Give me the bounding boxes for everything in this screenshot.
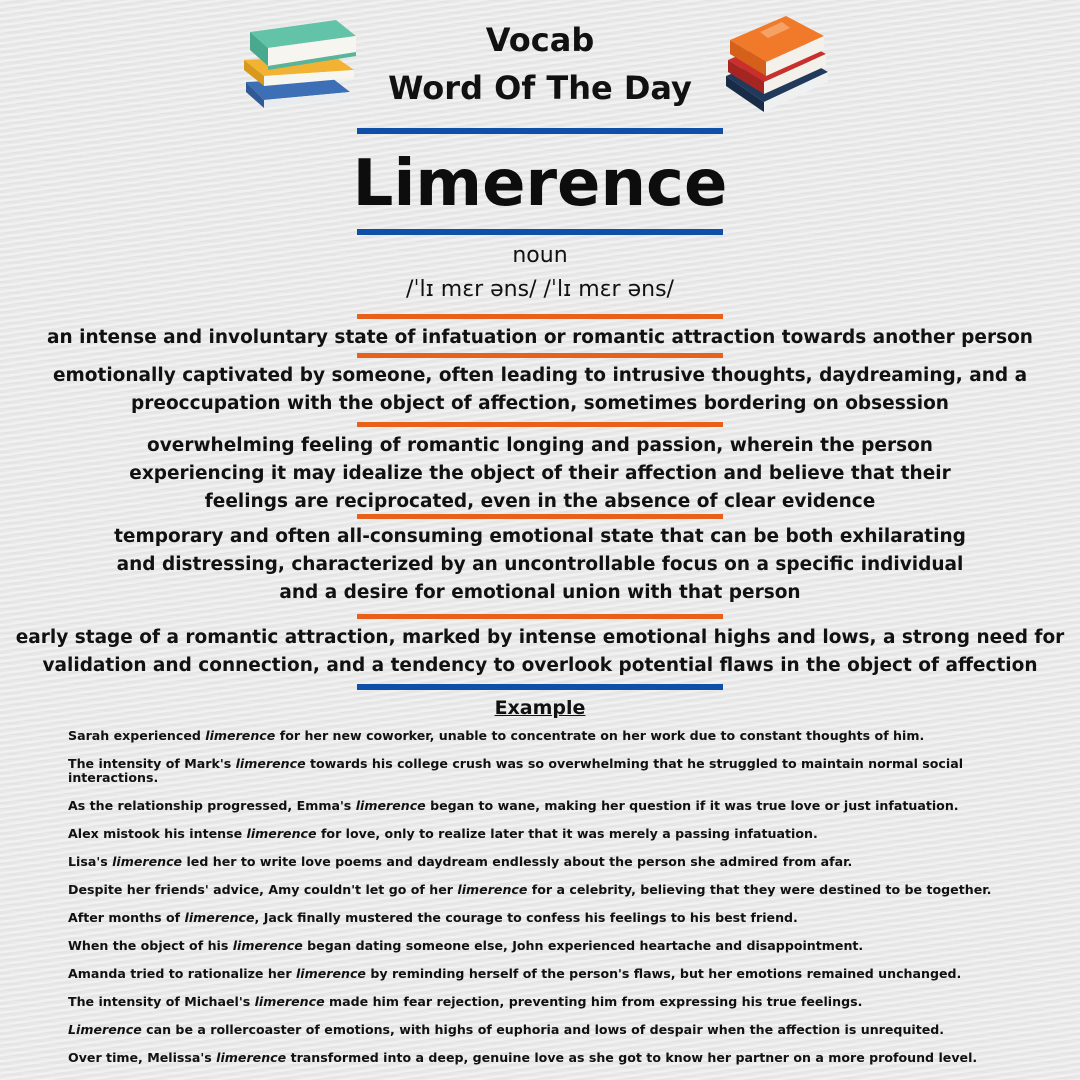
definition-line: experiencing it may idealize the object of their affection and believe that their <box>129 463 951 484</box>
divider <box>357 614 723 619</box>
example-sentence: Limerence can be a rollercoaster of emotions, with highs of euphoria and lows of despair when the affection is unrequited. <box>68 1022 945 1037</box>
example-sentence: Sarah experienced limerence for her new coworker, unable to concentrate on her work due to constant thoughts of him. <box>68 728 925 743</box>
definition-5 <box>0 624 1080 680</box>
example-sentence: The intensity of Mark's limerence towards his college crush was so overwhelming that he struggled to maintain normal social interactions. <box>68 756 964 785</box>
example-list <box>68 729 1028 1079</box>
divider <box>357 314 723 319</box>
definition-2 <box>0 362 1080 418</box>
example-sentence: Over time, Melissa's limerence transformed into a deep, genuine love as she got to know her partner on a more profound level. <box>68 1050 978 1065</box>
definition-line: preoccupation with the object of affection, sometimes bordering on obsession <box>131 393 949 414</box>
divider <box>357 684 723 690</box>
definition-line: temporary and often all-consuming emotional state that can be both exhilarating <box>114 526 966 547</box>
example-sentence: Lisa's limerence led her to write love poems and daydream endlessly about the person she admired from afar. <box>68 854 853 869</box>
divider <box>357 353 723 358</box>
definition-1 <box>0 324 1080 352</box>
example-sentence: As the relationship progressed, Emma's limerence began to wane, making her question if it was true love or just infatuation. <box>68 798 959 813</box>
example-sentence: When the object of his limerence began dating someone else, John experienced heartache and disappointment. <box>68 938 864 953</box>
divider <box>357 128 723 134</box>
pronunciation: /ˈlɪ mɛr əns/ /ˈlɪ mɛr əns/ <box>406 277 674 302</box>
header-subtitle: Word Of The Day <box>388 69 692 107</box>
definition-line: feelings are reciprocated, even in the absence of clear evidence <box>204 491 876 512</box>
divider <box>357 514 723 519</box>
definition-line: validation and connection, and a tendency to overlook potential flaws in the object of affection <box>42 655 1038 676</box>
example-sentence: Despite her friends' advice, Amy couldn't let go of her limerence for a celebrity, believing that they were destined to be together. <box>68 882 992 897</box>
vocab-word: Limerence <box>352 147 728 221</box>
definition-3 <box>0 432 1080 516</box>
example-sentence: Alex mistook his intense limerence for love, only to realize later that it was merely a passing infatuation. <box>68 826 818 841</box>
definition-line: and distressing, characterized by an uncontrollable focus on a specific individual <box>116 554 964 575</box>
definition-line: emotionally captivated by someone, often leading to intrusive thoughts, daydreaming, and a <box>52 365 1028 386</box>
definition-line: overwhelming feeling of romantic longing and passion, wherein the person <box>147 435 933 456</box>
divider <box>357 422 723 427</box>
definition-line: and a desire for emotional union with that person <box>279 582 801 603</box>
definition-4 <box>0 523 1080 607</box>
header-title: Vocab <box>485 21 595 59</box>
example-heading: Example <box>494 697 586 719</box>
example-sentence: The intensity of Michael's limerence made him fear rejection, preventing him from expressing his true feelings. <box>68 994 863 1009</box>
definition-line: an intense and involuntary state of infatuation or romantic attraction towards another person <box>47 327 1033 348</box>
header <box>0 16 1080 112</box>
example-sentence: Amanda tried to rationalize her limerence by reminding herself of the person's flaws, but her emotions remained unchanged. <box>68 966 962 981</box>
divider <box>357 229 723 235</box>
example-sentence: After months of limerence, Jack finally mustered the courage to confess his feelings to his best friend. <box>68 910 798 925</box>
definition-line: early stage of a romantic attraction, marked by intense emotional highs and lows, a strong need for <box>15 627 1065 648</box>
part-of-speech: noun <box>512 243 568 268</box>
